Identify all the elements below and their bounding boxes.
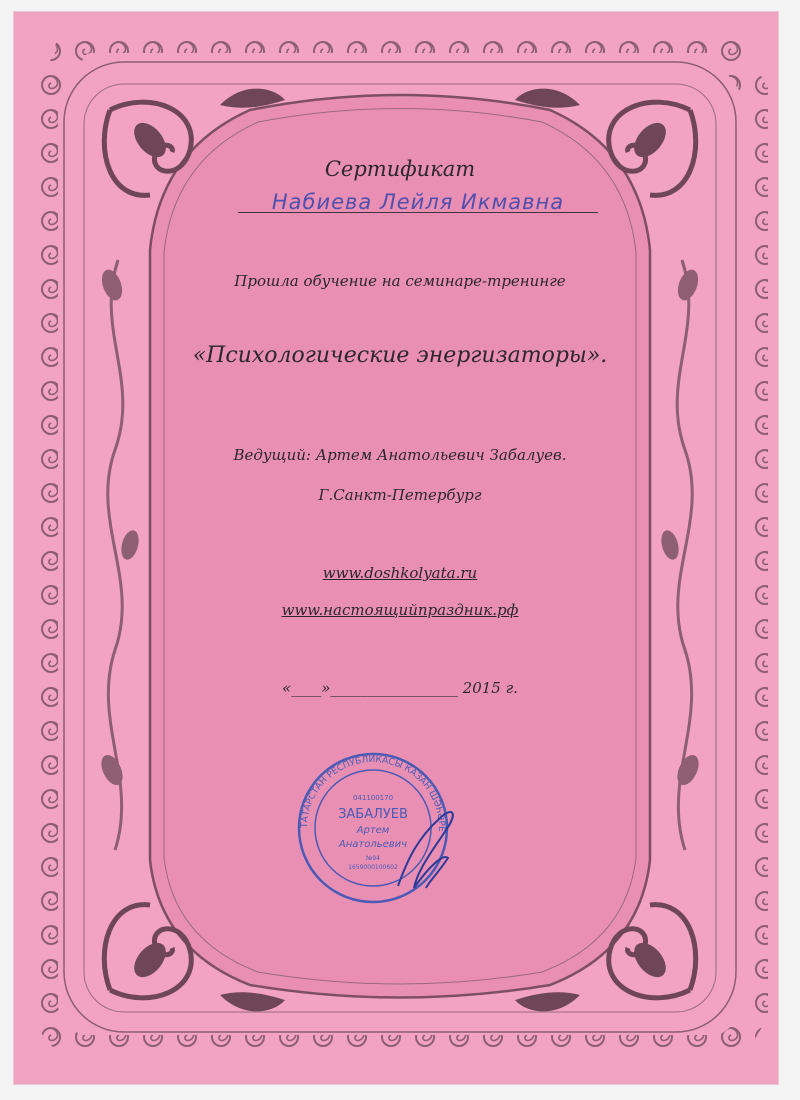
stamp-ring-text: ТАТАРСТАН РЕСПУБЛИКАСЫ КАЗАН ШӘҺӘРЕ	[299, 754, 447, 832]
seminar-name: «Психологические энергизаторы».	[192, 343, 608, 368]
training-intro-text: Прошла обучение на семинаре-тренинге	[234, 272, 566, 290]
seminar-city: Г.Санкт-Петербург	[318, 486, 482, 504]
stamp-number-top: 041100170	[352, 794, 394, 802]
stamp-patronymic: Анатольевич	[338, 839, 408, 850]
recipient-name-handwritten: Набиева Лейля Икмавна	[271, 190, 565, 214]
stamp-first-name: Артем	[356, 825, 390, 836]
official-stamp	[268, 748, 478, 908]
issue-date-line: «____»_________________ 2015 г.	[282, 679, 518, 697]
seminar-leader: Ведущий: Артем Анатольевич Забалуев.	[233, 446, 567, 464]
website-link-doshkolyata[interactable]: www.doshkolyata.ru	[322, 564, 478, 582]
certificate-title: Сертификат	[324, 157, 476, 181]
stamp-number-mid: №94	[366, 855, 380, 862]
website-link-prazdnik[interactable]: www.настоящийпраздник.рф	[281, 601, 519, 619]
stamp-surname: ЗАБАЛУЕВ	[338, 807, 408, 822]
name-underline	[238, 212, 598, 213]
stamp-number-bottom: 1659000100602	[348, 864, 398, 871]
